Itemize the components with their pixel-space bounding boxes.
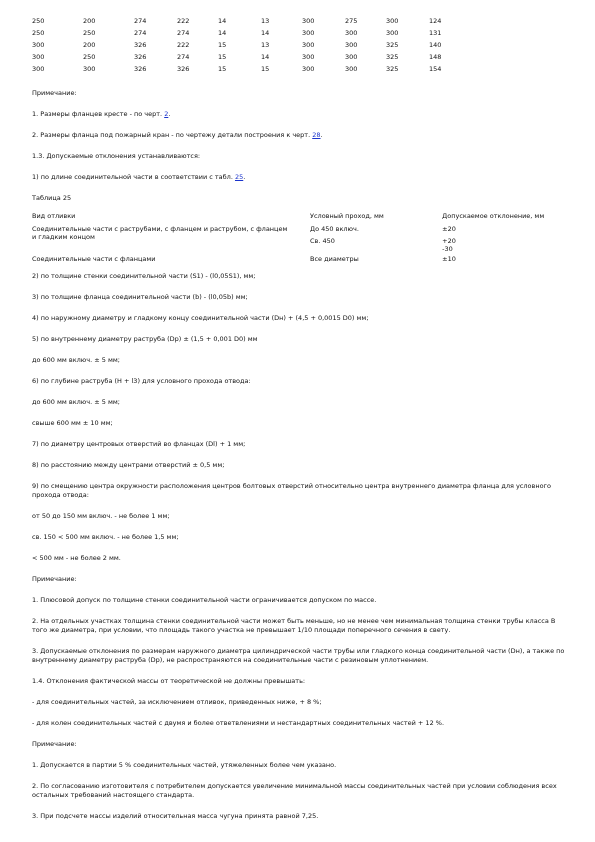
note-item: 2. По согласованию изготовителя с потребителем допускается увеличение минимальной массы соединительных частей при условии соблюдения всех остальных требований настоящего стандарта. <box>32 782 557 799</box>
table-cell: 250 <box>83 29 96 37</box>
flange-dimensions-table <box>32 17 469 77</box>
table-cell: 14 <box>218 17 227 25</box>
table-cell: 154 <box>429 65 442 73</box>
table-cell: 274 <box>134 17 147 25</box>
list-item: до 600 мм включ. ± 5 мм; <box>32 356 120 364</box>
table-cell: 200 <box>83 41 96 49</box>
table-cell: 222 <box>177 41 190 49</box>
table-cell: 300 <box>345 65 358 73</box>
table-header-row <box>32 212 552 225</box>
table-cell: 250 <box>32 29 45 37</box>
table-cell: 15 <box>218 53 227 61</box>
table-cell: 222 <box>177 17 190 25</box>
table-cell: 325 <box>386 53 399 61</box>
table-row <box>32 29 469 41</box>
table-cell: ±10 <box>442 255 456 263</box>
list-item: < 500 мм - не более 2 мм. <box>32 554 121 562</box>
table-cell: 300 <box>302 53 315 61</box>
list-item: от 50 до 150 мм включ. - не более 1 мм; <box>32 512 170 520</box>
list-item: 8) по расстоянию между центрами отверстий ± 0,5 мм; <box>32 461 225 469</box>
table-row <box>32 225 552 253</box>
table-cell: 300 <box>302 17 315 25</box>
note-item: 1. Размеры фланцев кресте - по черт. 2. <box>32 110 171 118</box>
table-cell: 124 <box>429 17 442 25</box>
table-cell: 14 <box>261 53 270 61</box>
table-cell: ±20 +20 -30 <box>442 225 456 253</box>
table-cell: 300 <box>32 53 45 61</box>
table-link[interactable]: 25 <box>234 173 244 181</box>
column-header: Условный проход, мм <box>310 212 384 220</box>
table-cell: 326 <box>177 65 190 73</box>
table-cell: 15 <box>218 41 227 49</box>
table-cell: 326 <box>134 65 147 73</box>
deviation-table <box>32 212 552 263</box>
table-cell: 200 <box>83 17 96 25</box>
list-item: св. 150 < 500 мм включ. - не более 1,5 мм; <box>32 533 179 541</box>
note-heading: Примечание: <box>32 575 77 583</box>
note-item: 1. Допускается в партии 5 % соединительных частей, утяжеленных более чем указано. <box>32 761 337 769</box>
table-cell: 326 <box>134 41 147 49</box>
table-cell: 300 <box>83 65 96 73</box>
column-header: Вид отливки <box>32 212 76 220</box>
list-item: 5) по внутреннему диаметру раструба (Dр) ± (1,5 + 0,001 D0) мм <box>32 335 258 343</box>
table-cell: 148 <box>429 53 442 61</box>
table-cell: 13 <box>261 41 270 49</box>
table-cell: 300 <box>302 65 315 73</box>
table-cell: 326 <box>134 53 147 61</box>
table-cell: 15 <box>261 65 270 73</box>
note-item: 2. Размеры фланца под пожарный кран - по чертежу детали построения к черт. 28. <box>32 131 323 139</box>
table-cell: 274 <box>177 53 190 61</box>
note-item: 3. При подсчете массы изделий относительная масса чугуна принята равной 7,25. <box>32 812 319 820</box>
note-heading: Примечание: <box>32 89 77 97</box>
table-cell: 325 <box>386 41 399 49</box>
table-cell: 14 <box>218 29 227 37</box>
list-item: 3) по толщине фланца соединительной части (b) - (l0,05b) мм; <box>32 293 248 301</box>
section-title: 1.4. Отклонения фактической массы от теоретической не должны превышать: <box>32 677 306 685</box>
table-row <box>32 17 469 29</box>
column-header: Допускаемое отклонение, мм <box>442 212 545 220</box>
table-cell: До 450 включ. Св. 450 <box>310 225 359 245</box>
table-cell: 300 <box>32 65 45 73</box>
table-cell: 250 <box>32 17 45 25</box>
table-cell: 140 <box>429 41 442 49</box>
table-cell: 325 <box>386 65 399 73</box>
section-title: 1.3. Допускаемые отклонения устанавливаются: <box>32 152 201 160</box>
note-item: 3. Допускаемые отклонения по размерам наружного диаметра цилиндрической части трубы или гладкого конца соединительной части (Dн), а также по внутреннему диаметру раструба (Dр), не распространяются на соединительные части с резиновым уплотнением. <box>32 647 565 664</box>
table-cell: 300 <box>32 41 45 49</box>
list-item: - для соединительных частей, за исключением отливок, приведенных ниже, + 8 %; <box>32 698 322 706</box>
table-cell: 300 <box>302 41 315 49</box>
table-row <box>32 253 552 263</box>
table-cell: 15 <box>218 65 227 73</box>
table-cell: 300 <box>302 29 315 37</box>
list-item: 7) по диаметру центровых отверстий во фланцах (Dl) + 1 мм; <box>32 440 246 448</box>
table-cell: 131 <box>429 29 442 37</box>
table-cell: Соединительные части с раструбами, с фланцем и раструбом, с фланцем и гладким концом <box>32 225 288 241</box>
note-heading: Примечание: <box>32 740 77 748</box>
table-cell: 300 <box>386 17 399 25</box>
note-item: 2. На отдельных участках толщина стенки соединительной части может быть меньше, но не менее чем минимальная толщина стенки трубы класса В того же диаметра, при условии, что площадь такого участка не превышает 1/10 площади поперечного сечения в свету. <box>32 617 556 634</box>
list-item: - для колен соединительных частей с двумя и более ответвлениями и нестандартных соединительных частей + 12 %. <box>32 719 445 727</box>
table-cell: 300 <box>345 29 358 37</box>
table-cell: Все диаметры <box>310 255 359 263</box>
drawing-link[interactable]: 2 <box>164 110 169 118</box>
list-item: 6) по глубине раструба (H + l3) для условного прохода отвода: <box>32 377 251 385</box>
table-cell: 300 <box>345 41 358 49</box>
table-cell: 300 <box>386 29 399 37</box>
list-item: 4) по наружному диаметру и гладкому концу соединительной части (Dн) + (4,5 + 0,0015 D0) мм; <box>32 314 369 322</box>
table-cell: Соединительные части с фланцами <box>32 255 156 263</box>
table-cell: 250 <box>83 53 96 61</box>
table-row <box>32 53 469 65</box>
table-caption: Таблица 25 <box>32 194 72 202</box>
table-row <box>32 65 469 77</box>
table-cell: 14 <box>261 29 270 37</box>
drawing-link[interactable]: 28 <box>312 131 321 139</box>
list-item: свыше 600 мм ± 10 мм; <box>32 419 113 427</box>
table-row <box>32 41 469 53</box>
note-item: 1. Плюсовой допуск по толщине стенки соединительной части ограничивается допуском по массе. <box>32 596 377 604</box>
list-item: 2) по толщине стенки соединительной части (S1) - (l0,05S1), мм; <box>32 272 256 280</box>
document-page <box>32 17 568 821</box>
list-item: 9) по смещению центра окружности расположения центров болтовых отверстий относительно центра внутреннего диаметра фланца для условного прохода отвода: <box>32 482 551 499</box>
table-cell: 274 <box>134 29 147 37</box>
table-cell: 275 <box>345 17 358 25</box>
list-item: до 600 мм включ. ± 5 мм; <box>32 398 120 406</box>
table-cell: 274 <box>177 29 190 37</box>
list-item: 1) по длине соединительной части в соответствии с табл. 25. <box>32 173 246 181</box>
table-cell: 300 <box>345 53 358 61</box>
table-cell: 13 <box>261 17 270 25</box>
